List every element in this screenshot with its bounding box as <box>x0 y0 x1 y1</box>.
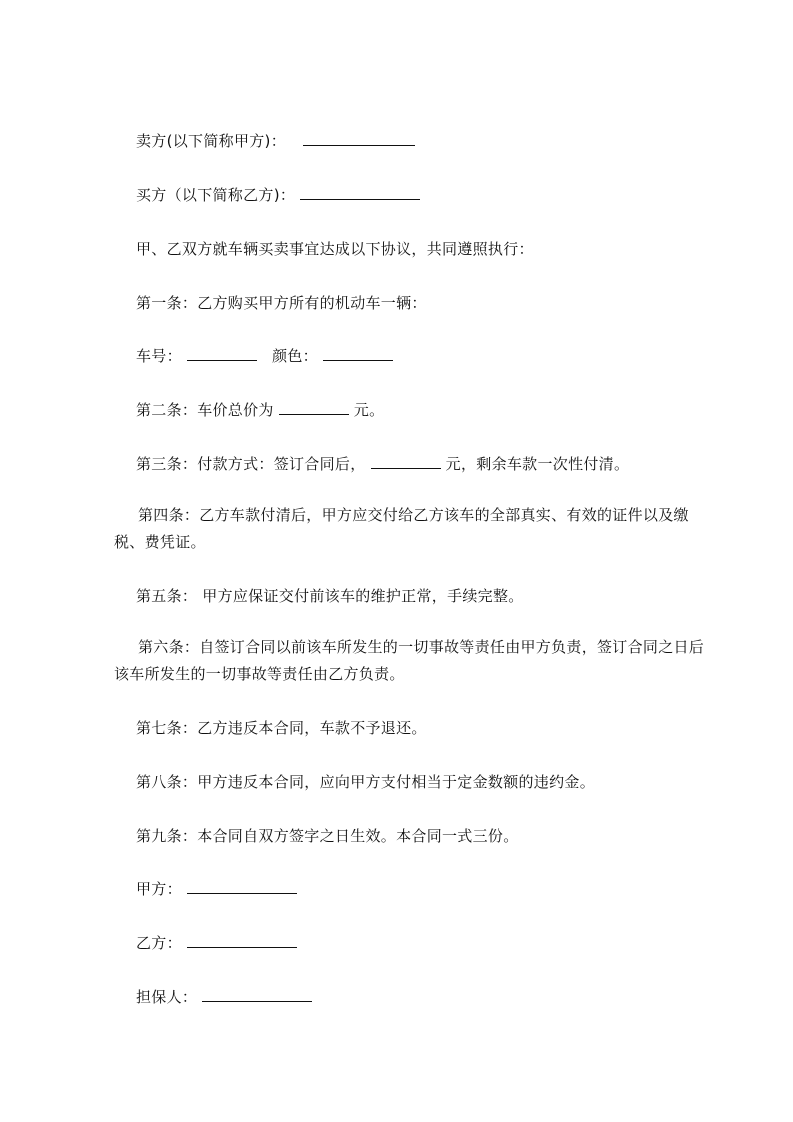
color-blank[interactable] <box>323 346 393 361</box>
buyer-label: 买方（以下简称乙方)： <box>136 186 296 204</box>
guarantor-blank[interactable] <box>202 987 312 1002</box>
price-blank[interactable] <box>279 400 349 415</box>
plate-label: 车号： <box>136 347 182 365</box>
guarantor-label: 担保人： <box>136 988 198 1006</box>
article-3 <box>136 454 629 474</box>
intro-text: 甲、乙双方就车辆买卖事宜达成以下协议，共同遵照执行： <box>136 240 534 258</box>
payment-blank[interactable] <box>371 454 441 469</box>
article-8: 第八条：甲方违反本合同，应向甲方支付相当于定金数额的违约金。 <box>136 773 596 791</box>
article-5: 第五条： 甲方应保证交付前该车的维护正常，手续完整。 <box>136 587 524 605</box>
buyer-blank[interactable] <box>300 185 420 200</box>
seller-line <box>136 131 415 151</box>
article-3-post: 元，剩余车款一次性付清。 <box>445 455 630 473</box>
article-4: 第四条：乙方车款付清后，甲方应交付给乙方该车的全部真实、有效的证件以及缴税、费凭证。 <box>114 506 689 551</box>
article-7: 第七条：乙方违反本合同，车款不予退还。 <box>136 719 427 737</box>
plate-color-line <box>136 346 393 366</box>
signature-a-label: 甲方： <box>136 880 182 898</box>
seller-label: 卖方(以下简称甲方)： <box>136 132 287 150</box>
article-1: 第一条：乙方购买甲方所有的机动车一辆： <box>136 294 427 312</box>
article-2-pre: 第二条：车价总价为 <box>136 401 274 419</box>
signature-b-blank[interactable] <box>187 933 297 948</box>
signature-b-line <box>136 933 297 953</box>
buyer-line <box>136 185 420 205</box>
article-2 <box>136 400 384 420</box>
signature-b-label: 乙方： <box>136 934 182 952</box>
article-3-pre: 第三条：付款方式：签订合同后， <box>136 455 366 473</box>
plate-blank[interactable] <box>187 346 257 361</box>
color-label: 颜色： <box>272 347 318 365</box>
article-2-post: 元。 <box>353 401 385 419</box>
signature-a-blank[interactable] <box>187 879 297 894</box>
seller-blank[interactable] <box>303 131 415 146</box>
guarantor-line <box>136 987 312 1007</box>
signature-a-line <box>136 879 297 899</box>
article-6: 第六条：自签订合同以前该车所发生的一切事故等责任由甲方负责，签订合同之日后该车所发生的一切事故等责任由乙方负责。 <box>114 638 705 683</box>
article-9: 第九条：本合同自双方签字之日生效。本合同一式三份。 <box>136 827 519 845</box>
